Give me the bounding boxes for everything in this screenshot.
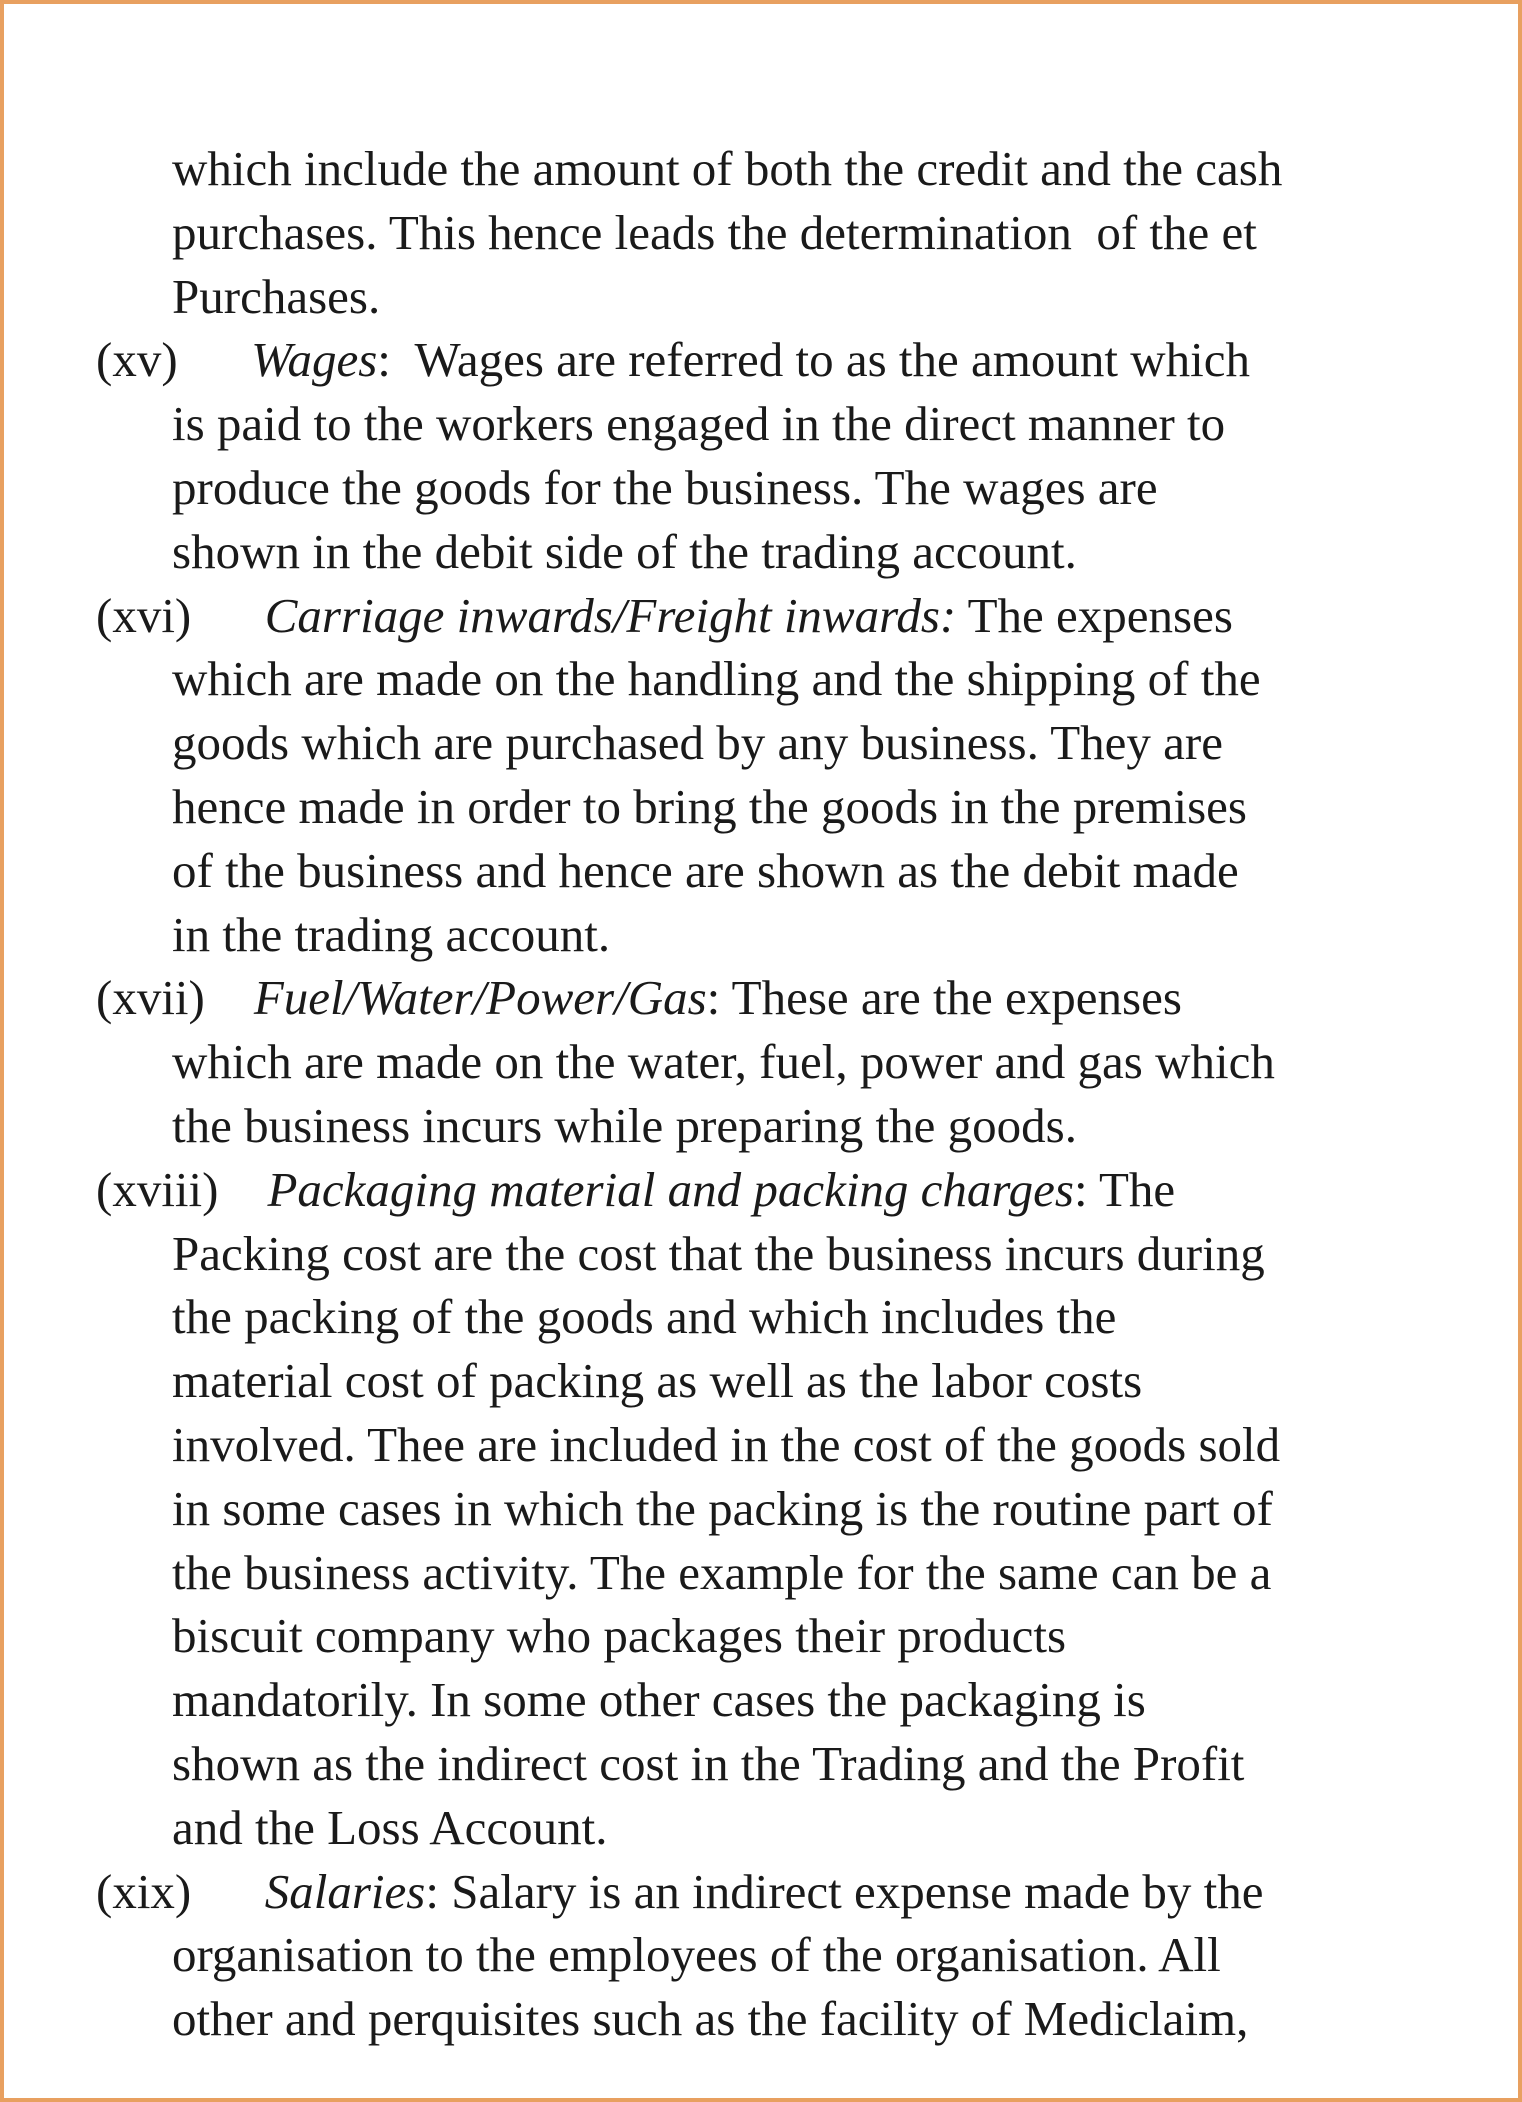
item-first-line-rest: : Wages are referred to as the amount which (377, 332, 1250, 388)
item-term: Wages (251, 332, 378, 388)
item-heading-line (96, 328, 1496, 392)
text-line: biscuit company who packages their products (172, 1608, 1067, 1664)
item-first-line-rest: : The (1074, 1161, 1176, 1217)
item-gap (205, 970, 254, 1025)
item-number: (xvii) (96, 970, 205, 1026)
list-item-wages (96, 328, 1496, 583)
item-gap (191, 1864, 265, 1919)
text-line: Packing cost are the cost that the business incurs during (172, 1225, 1265, 1281)
item-heading-line (96, 1158, 1496, 1222)
text-line: in some cases in which the packing is the routine part of (172, 1480, 1273, 1536)
list-item-packaging-material (96, 1158, 1496, 1860)
item-gap (178, 332, 252, 387)
text-line: which include the amount of both the credit and the cash (172, 141, 1283, 196)
item-heading-line (96, 584, 1496, 648)
item-term: Fuel/Water/Power/Gas (253, 970, 707, 1026)
item-term: Carriage inwards/Freight inwards: (264, 587, 957, 643)
item-number: (xviii) (96, 1161, 219, 1217)
text-line: mandatorily. In some other cases the packaging is (172, 1672, 1146, 1728)
item-first-line-rest: : These are the expenses (706, 970, 1182, 1026)
text-line: goods which are purchased by any business. They are (172, 715, 1223, 771)
document-body (96, 137, 1496, 2051)
text-line: the packing of the goods and which includes the (172, 1289, 1117, 1345)
text-line: shown in the debit side of the trading account. (172, 523, 1077, 579)
text-line: which are made on the water, fuel, power and gas which (172, 1034, 1275, 1090)
list-item-fuel-water-power-gas (96, 966, 1496, 1157)
text-line: organisation to the employees of the organisation. All (172, 1927, 1221, 1983)
text-line: purchases. This hence leads the determination of the et (172, 204, 1257, 260)
intro-paragraph (96, 137, 1496, 328)
text-line: in the trading account. (172, 906, 611, 962)
item-first-line-rest: The expenses (956, 587, 1233, 643)
text-line: produce the goods for the business. The wages are (172, 459, 1158, 515)
list-item-salaries (96, 1860, 1496, 2051)
text-line: the business activity. The example for the same can be a (172, 1544, 1272, 1600)
text-line: hence made in order to bring the goods in the premises (172, 778, 1247, 834)
text-line: which are made on the handling and the shipping of the (172, 651, 1261, 707)
text-line: the business incurs while preparing the goods. (172, 1097, 1077, 1153)
text-line: Purchases. (172, 268, 381, 324)
item-number: (xv) (96, 332, 178, 388)
item-gap (191, 588, 265, 643)
item-number: (xix) (96, 1863, 192, 1919)
item-term: Salaries (264, 1863, 426, 1919)
text-line: of the business and hence are shown as the debit made (172, 842, 1239, 898)
item-heading-line (96, 966, 1496, 1030)
text-line: and the Loss Account. (172, 1799, 608, 1855)
text-line: involved. Thee are included in the cost of the goods sold (172, 1416, 1281, 1472)
text-line: material cost of packing as well as the labor costs (172, 1353, 1143, 1409)
text-line: is paid to the workers engaged in the direct manner to (172, 396, 1226, 452)
text-line: shown as the indirect cost in the Trading and the Profit (172, 1735, 1245, 1791)
item-gap (218, 1162, 267, 1217)
item-term: Packaging material and packing charges (267, 1161, 1074, 1217)
item-number: (xvi) (96, 587, 192, 643)
list-item-carriage-inwards (96, 584, 1496, 967)
item-heading-line (96, 1860, 1496, 1924)
text-line: other and perquisites such as the facility of Mediclaim, (172, 1991, 1249, 2047)
item-first-line-rest: : Salary is an indirect expense made by the (425, 1863, 1264, 1919)
